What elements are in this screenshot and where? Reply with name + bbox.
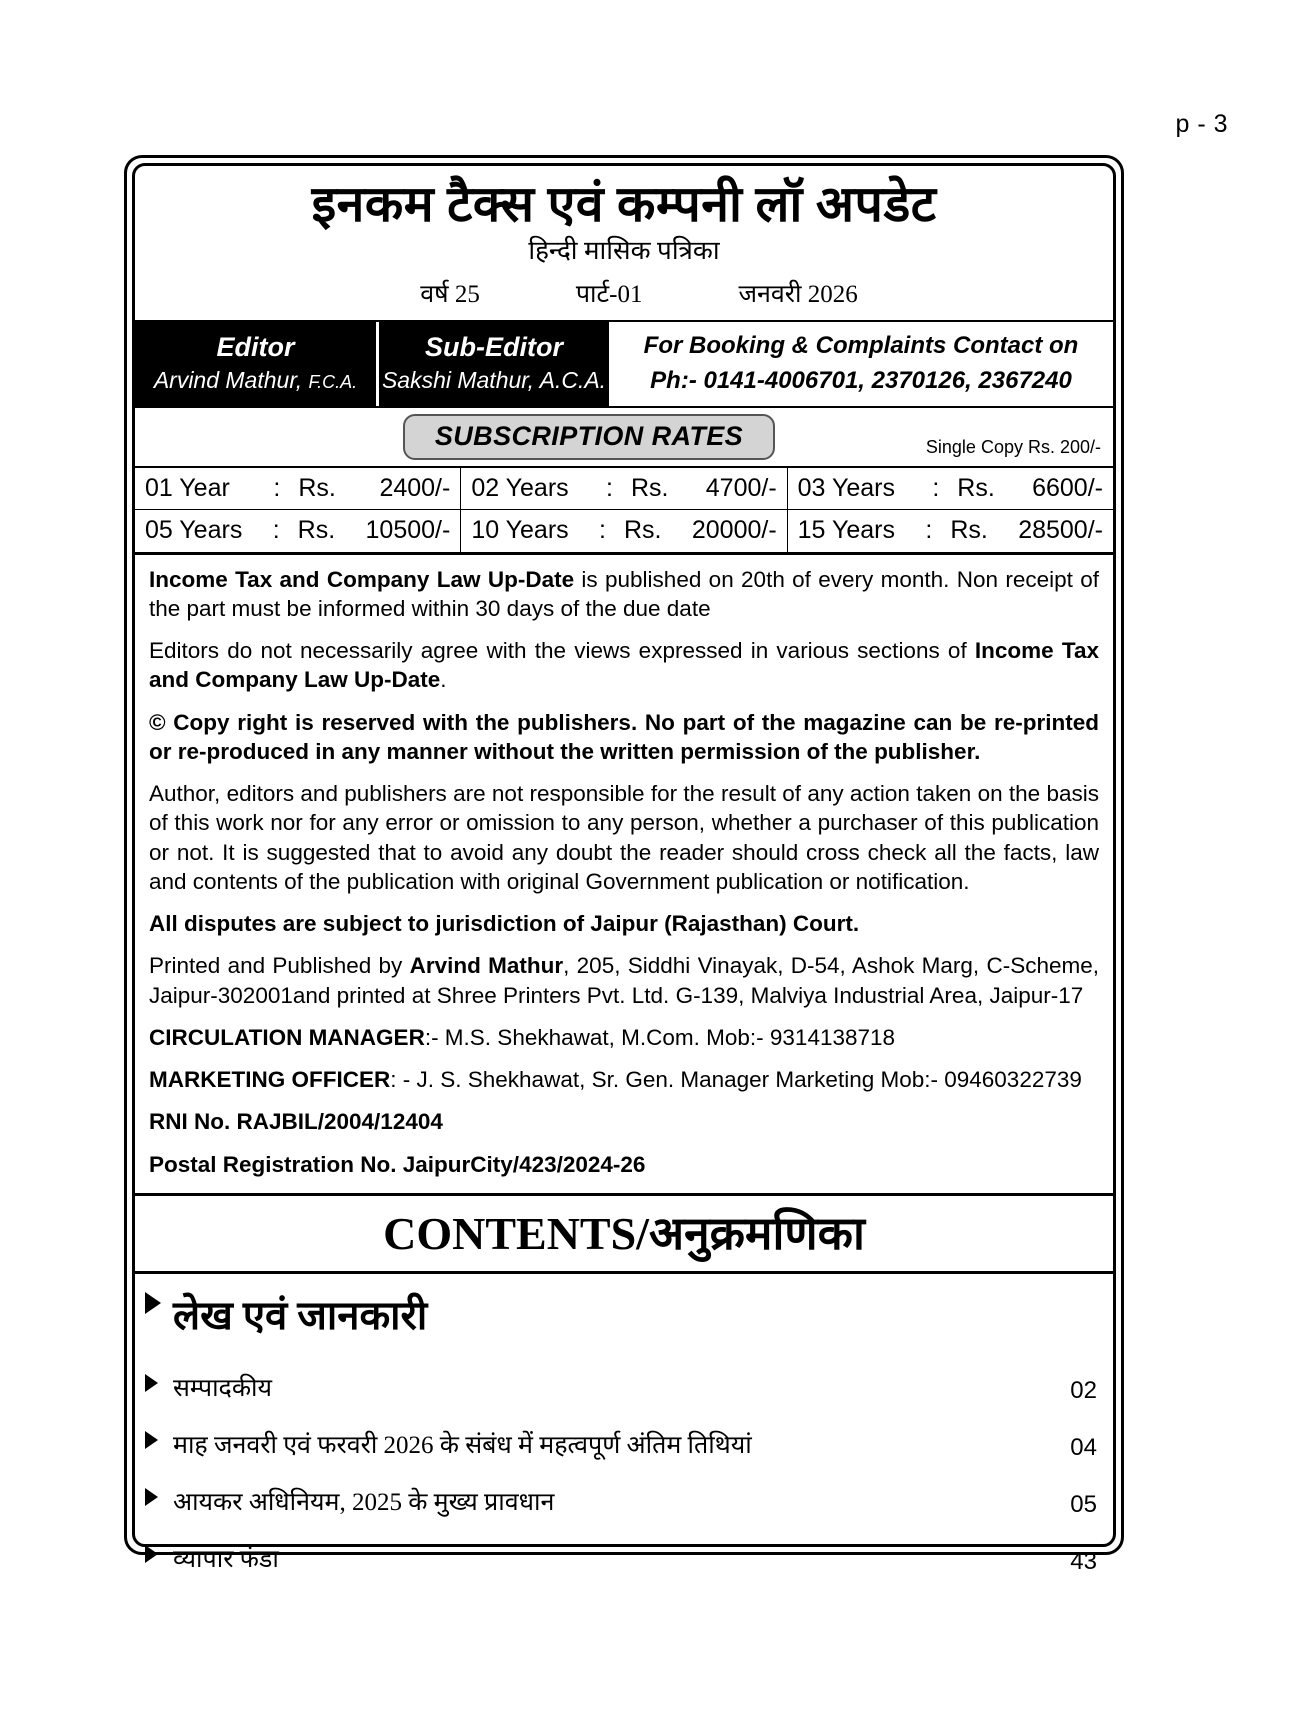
rate-currency: Rs. (623, 516, 662, 545)
issue-date-label: जनवरी 2026 (738, 280, 858, 308)
contact-phone: Ph:- 0141-4006701, 2370126, 2367240 (650, 366, 1072, 394)
contact-heading: For Booking & Complaints Contact on (643, 331, 1079, 359)
contents-heading: CONTENTS/अनुक्रमणिका (135, 1196, 1113, 1274)
editor-name-suffix: F.C.A. (308, 372, 358, 393)
contents-list (135, 1274, 1113, 1612)
notice-publication-schedule (149, 565, 1099, 624)
rni-number: RNI No. RAJBIL/2004/12404 (149, 1109, 443, 1135)
notice-printed-published (149, 951, 1099, 1010)
editor-strip (135, 320, 1113, 408)
contents-item-page: 04 (1070, 1433, 1097, 1461)
rate-currency: Rs. (298, 473, 336, 502)
subscription-banner-row (135, 408, 1113, 468)
rate-currency: Rs. (957, 473, 995, 502)
contents-item-page: 02 (1070, 1376, 1097, 1404)
masthead-meta (145, 276, 1103, 316)
marketing-officer-value: : - J. S. Shekhawat, Sr. Gen. Manager Marketing Mob:- 09460322739 (390, 1067, 1082, 1093)
rate-currency: Rs. (950, 516, 988, 545)
rate-colon: : (272, 516, 280, 545)
contents-row[interactable] (145, 1374, 1097, 1405)
editor-cell (135, 322, 379, 406)
contents-item-page: 43 (1070, 1547, 1097, 1575)
single-copy-price: Single Copy Rs. 200/- (925, 436, 1101, 457)
contents-row[interactable] (145, 1488, 1097, 1519)
marketing-officer-line (149, 1065, 1099, 1094)
contents-item-label: सम्पादकीय (173, 1374, 273, 1402)
editor-name-text: Arvind Mathur, (153, 367, 303, 394)
rate-amount: 6600/- (1032, 473, 1103, 502)
rate-amount: 28500/- (1018, 516, 1103, 545)
rate-cell (788, 468, 1113, 509)
rate-term: 01 Year (145, 473, 230, 502)
rate-cell (461, 468, 787, 509)
rate-amount: 10500/- (365, 516, 451, 545)
circulation-manager-line (149, 1023, 1099, 1052)
contents-item-page: 05 (1070, 1490, 1097, 1518)
rate-cell (788, 510, 1113, 552)
notice-title-bold: Income Tax and Company Law Up-Date (149, 566, 575, 592)
rate-term: 02 Years (471, 473, 569, 502)
rate-term: 15 Years (797, 516, 895, 545)
circulation-manager-label: CIRCULATION MANAGER (149, 1024, 425, 1050)
contents-row[interactable] (145, 1431, 1097, 1462)
notice-editor-start: Editors do not necessarily agree with the views expressed in various sections of (149, 638, 975, 664)
contents-row[interactable] (145, 1545, 1097, 1576)
contents-section-label: लेख एवं जानकारी (173, 1292, 428, 1338)
publisher-name: Arvind Mathur (409, 953, 564, 979)
subscription-rates-banner: SUBSCRIPTION RATES (403, 414, 775, 460)
rate-colon: : (932, 473, 940, 502)
rate-colon: : (273, 473, 281, 502)
magazine-subtitle: हिन्दी मासिक पत्रिका (528, 236, 720, 265)
rate-colon: : (925, 516, 933, 545)
subscription-rates-table (135, 468, 1113, 555)
arrow-bullet-icon (145, 1488, 163, 1506)
masthead (135, 166, 1113, 320)
rate-colon: : (599, 516, 606, 545)
arrow-bullet-icon (145, 1431, 163, 1449)
rate-cell (135, 510, 461, 552)
rates-row (135, 510, 1113, 552)
contents-item-label: माह जनवरी एवं फरवरी 2026 के संबंध में महत्वपूर्ण अंतिम तिथियां (173, 1431, 752, 1459)
sub-editor-role-label: Sub-Editor (425, 332, 563, 363)
contents-item-label: व्यापार फंडा (173, 1545, 279, 1573)
notice-copyright: © Copy right is reserved with the publishers. No part of the magazine can be re-printed or re-produced in any manner without the written permission of the publisher. (149, 709, 1099, 764)
rate-term: 03 Years (797, 473, 895, 502)
rate-currency: Rs. (630, 473, 669, 502)
notice-editor-disclaimer (149, 636, 1099, 695)
sub-editor-cell (379, 322, 609, 406)
rate-amount: 2400/- (379, 473, 451, 502)
arrow-bullet-icon (145, 1292, 163, 1314)
rate-term: 10 Years (471, 516, 569, 545)
contents-item-label: आयकर अधिनियम, 2025 के मुख्य प्रावधान (173, 1488, 555, 1516)
part-label: पार्ट-01 (575, 280, 643, 308)
rate-term: 05 Years (145, 516, 243, 545)
page-frame-inner (132, 163, 1116, 1575)
rate-currency: Rs. (297, 516, 336, 545)
magazine-title: इनकम टैक्स एवं कम्पनी लॉ अपडेट (311, 176, 937, 232)
page-frame-outer (124, 155, 1124, 1575)
postal-registration-number: Postal Registration No. JaipurCity/423/2024-26 (149, 1151, 646, 1177)
rate-amount: 4700/- (705, 473, 777, 502)
rate-amount: 20000/- (691, 516, 777, 545)
notice-jurisdiction: All disputes are subject to jurisdiction of Jaipur (Rajasthan) Court. (149, 911, 860, 937)
notice-editor-end: . (440, 667, 447, 693)
sub-editor-name: Sakshi Mathur, A.C.A. (381, 367, 607, 394)
printed-end: , 205, Siddhi Vinayak, D-54, Ashok Marg, C-Scheme, Jaipur-302001and printed at Shree Printers Pvt. Ltd. G-139, Malviya Industrial Area, Jaipur-17 (149, 953, 1099, 1008)
notice-editor-bold: Income Tax and Company Law Up-Date (149, 638, 1099, 693)
notice-liability: Author, editors and publishers are not responsible for the result of any action taken on the basis of this work nor for any error or omission to any person, whether a purchaser of this publication or not. It is suggested that to avoid any doubt the reader should cross check all the facts, law and contents of the publication with original Government publication or notification. (149, 781, 1099, 894)
editor-name (154, 367, 357, 395)
editor-role-label: Editor (216, 332, 295, 363)
page-number: p - 3 (1175, 110, 1228, 138)
rate-colon: : (605, 473, 613, 502)
arrow-bullet-icon (145, 1374, 163, 1392)
circulation-manager-value: :- M.S. Shekhawat, M.Com. Mob:- 9314138718 (424, 1024, 896, 1050)
contents-section-page (1053, 1292, 1097, 1295)
volume-label: वर्ष 25 (420, 280, 480, 308)
notices-block (135, 555, 1113, 1196)
printed-start: Printed and Published by (149, 953, 410, 979)
marketing-officer-label: MARKETING OFFICER (149, 1067, 391, 1093)
arrow-bullet-icon (145, 1545, 163, 1563)
rate-cell (135, 468, 461, 509)
contact-cell (609, 322, 1113, 406)
notice-publication-rest: is published on 20th of every month. Non receipt of the part must be informed within 30 days of the due date (149, 566, 1099, 621)
contents-section-row (145, 1292, 1097, 1340)
rates-row (135, 468, 1113, 510)
rate-cell (461, 510, 787, 552)
